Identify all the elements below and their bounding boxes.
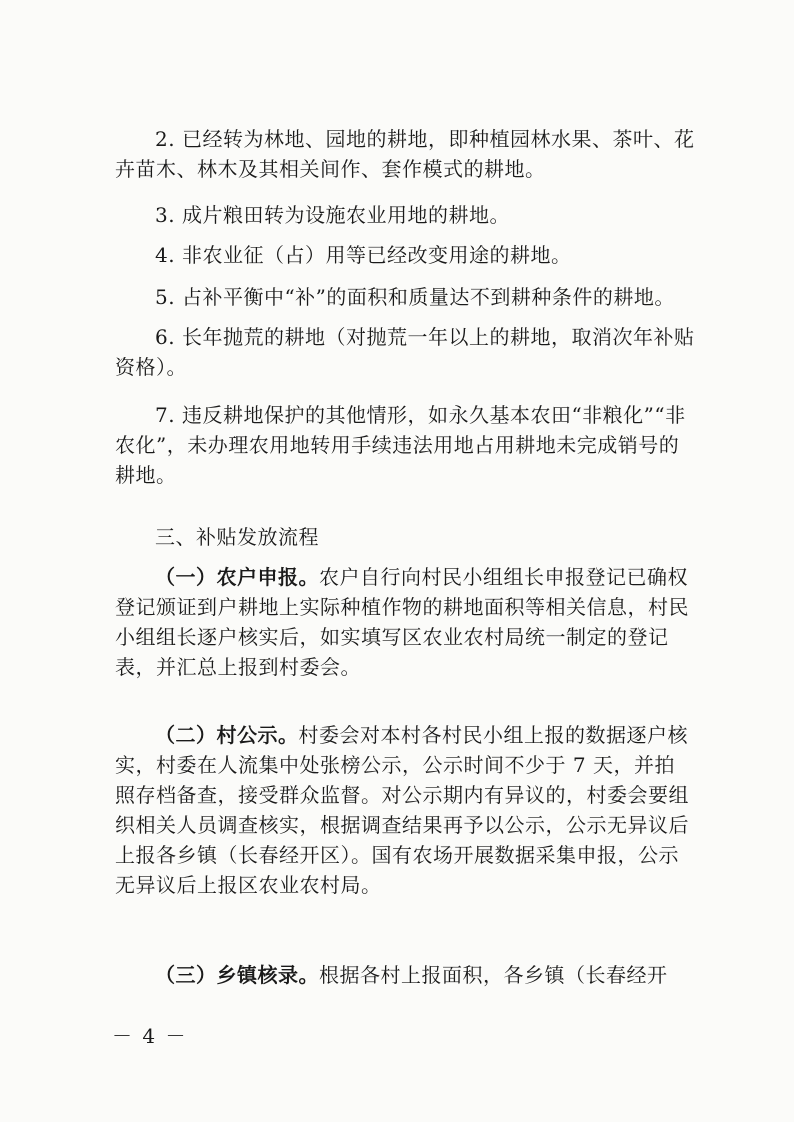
list-item-6: 6. 长年抛荒的耕地（对抛荒一年以上的耕地，取消次年补贴资格）。 [115,325,695,379]
subsection-1-title: （一）农户申报。 [155,565,319,589]
section-heading: 三、补贴发放流程 [155,525,319,549]
subsection-1-body: 农户自行向村民小组组长申报登记已确权登记颁证到户耕地上实际种植作物的耕地面积等相关信息，村民小组组长逐户核实后，如实填写区农业农村局统一制定的登记表，并汇总上报到村委会。 [115,565,689,679]
list-item-4: 4. 非农业征（占）用等已经改变用途的耕地。 [155,243,572,267]
subsection-3-body: 根据各村上报面积，各乡镇（长春经开 [319,963,668,987]
subsection-3 [115,960,695,990]
list-item-2: 2. 已经转为林地、园地的耕地，即种植园林水果、茶叶、花卉苗木、林木及其相关间作、套作模式的耕地。 [115,127,695,181]
list-item-5: 5. 占补平衡中“补”的面积和质量达不到耕种条件的耕地。 [155,285,675,309]
list-item-7: 7. 违反耕地保护的其他情形，如永久基本农田“非粮化”“非农化”，未办理农用地转用手续违法用地占用耕地未完成销号的耕地。 [115,403,686,487]
list-item-3: 3. 成片粮田转为设施农业用地的耕地。 [155,203,510,227]
subsection-1 [115,562,695,682]
subsection-2-body: 村委会对本村各村民小组上报的数据逐户核实，村委在人流集中处张榜公示，公示时间不少于 7 天，并拍照存档备查，接受群众监督。对公示期内有异议的，村委会要组织相关人员调查核实，根据调查结果再予以公示，公示无异议后上报各乡镇（长春经开区）。国有农场开展数据采集申报，公示无异议后上报区农业农村局。 [115,723,689,897]
subsection-3-title: （三）乡镇核录。 [155,963,319,987]
subsection-2 [115,720,695,900]
page-number: － 4 － [112,1024,188,1048]
subsection-2-title: （二）村公示。 [155,723,299,747]
